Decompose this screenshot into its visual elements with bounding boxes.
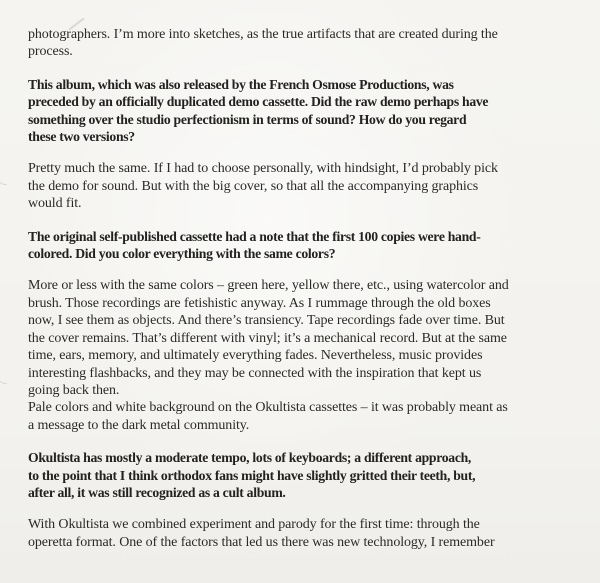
paragraph-answer-continuation	[28, 26, 584, 61]
paragraph-question-demo-cassette	[28, 76, 584, 146]
text-line: the demo for sound. But with the big cover, so that all the accompanying graphics	[28, 178, 479, 194]
text-line: brush. Those recordings are fetishistic anyway. As I rummage through the old boxes	[28, 295, 491, 311]
paragraph-question-hand-colored	[28, 228, 584, 263]
paragraph-answer-hand-colored	[28, 277, 584, 434]
text-line: would fit.	[28, 196, 82, 212]
text-line: More or less with the same colors – green here, yellow there, etc., using watercolor and	[28, 278, 509, 294]
text-line: photographers. I’m more into sketches, as the true artifacts that are created during the	[28, 27, 498, 42]
text-line: process.	[28, 44, 73, 60]
interview-text-column	[28, 26, 584, 551]
text-line: going back then.	[28, 382, 120, 398]
text-line: time, ears, memory, and ultimately everything fades. Nevertheless, music provides	[28, 348, 483, 364]
text-line: now, I see them as objects. And there’s transiency. Tape recordings fade over time. But	[28, 313, 505, 329]
text-line: something over the studio perfectionism in terms of sound? How do you regard	[28, 111, 467, 127]
text-line: the cover remains. That’s different with vinyl; it’s a mechanical record. But at the same	[28, 330, 507, 346]
text-line: operetta format. One of the factors that led us there was new technology, I remember	[28, 534, 495, 550]
paragraph-answer-demo-cassette	[28, 160, 584, 212]
paragraph-answer-okultista	[28, 516, 584, 551]
text-line: The original self-published cassette had a note that the first 100 copies were hand-	[28, 228, 481, 244]
left-edge-scan-mark-upper	[0, 167, 7, 185]
text-line: Pretty much the same. If I had to choose personally, with hindsight, I’d probably pick	[28, 161, 498, 177]
left-edge-scan-mark-lower	[0, 360, 7, 384]
text-line: This album, which was also released by the French Osmose Productions, was	[28, 76, 454, 92]
text-line: colored. Did you color everything with the same colors?	[28, 246, 336, 262]
text-line: preceded by an officially duplicated demo cassette. Did the raw demo perhaps have	[28, 94, 489, 110]
text-line: Okultista has mostly a moderate tempo, lots of keyboards; a different approach,	[28, 450, 472, 466]
text-line: With Okultista we combined experiment and parody for the first time: through the	[28, 517, 480, 533]
text-line: to the point that I think orthodox fans might have slightly gritted their teeth, but,	[28, 467, 476, 483]
text-line: interesting flashbacks, and they may be connected with the inspiration that kept us	[28, 365, 482, 381]
paragraph-question-okultista-tempo	[28, 449, 584, 501]
text-line: these two versions?	[28, 129, 135, 145]
text-line: after all, it was still recognized as a cult album.	[28, 484, 286, 500]
text-line: a message to the dark metal community.	[28, 417, 250, 433]
text-line: Pale colors and white background on the Okultista cassettes – it was probably meant as	[28, 400, 508, 416]
